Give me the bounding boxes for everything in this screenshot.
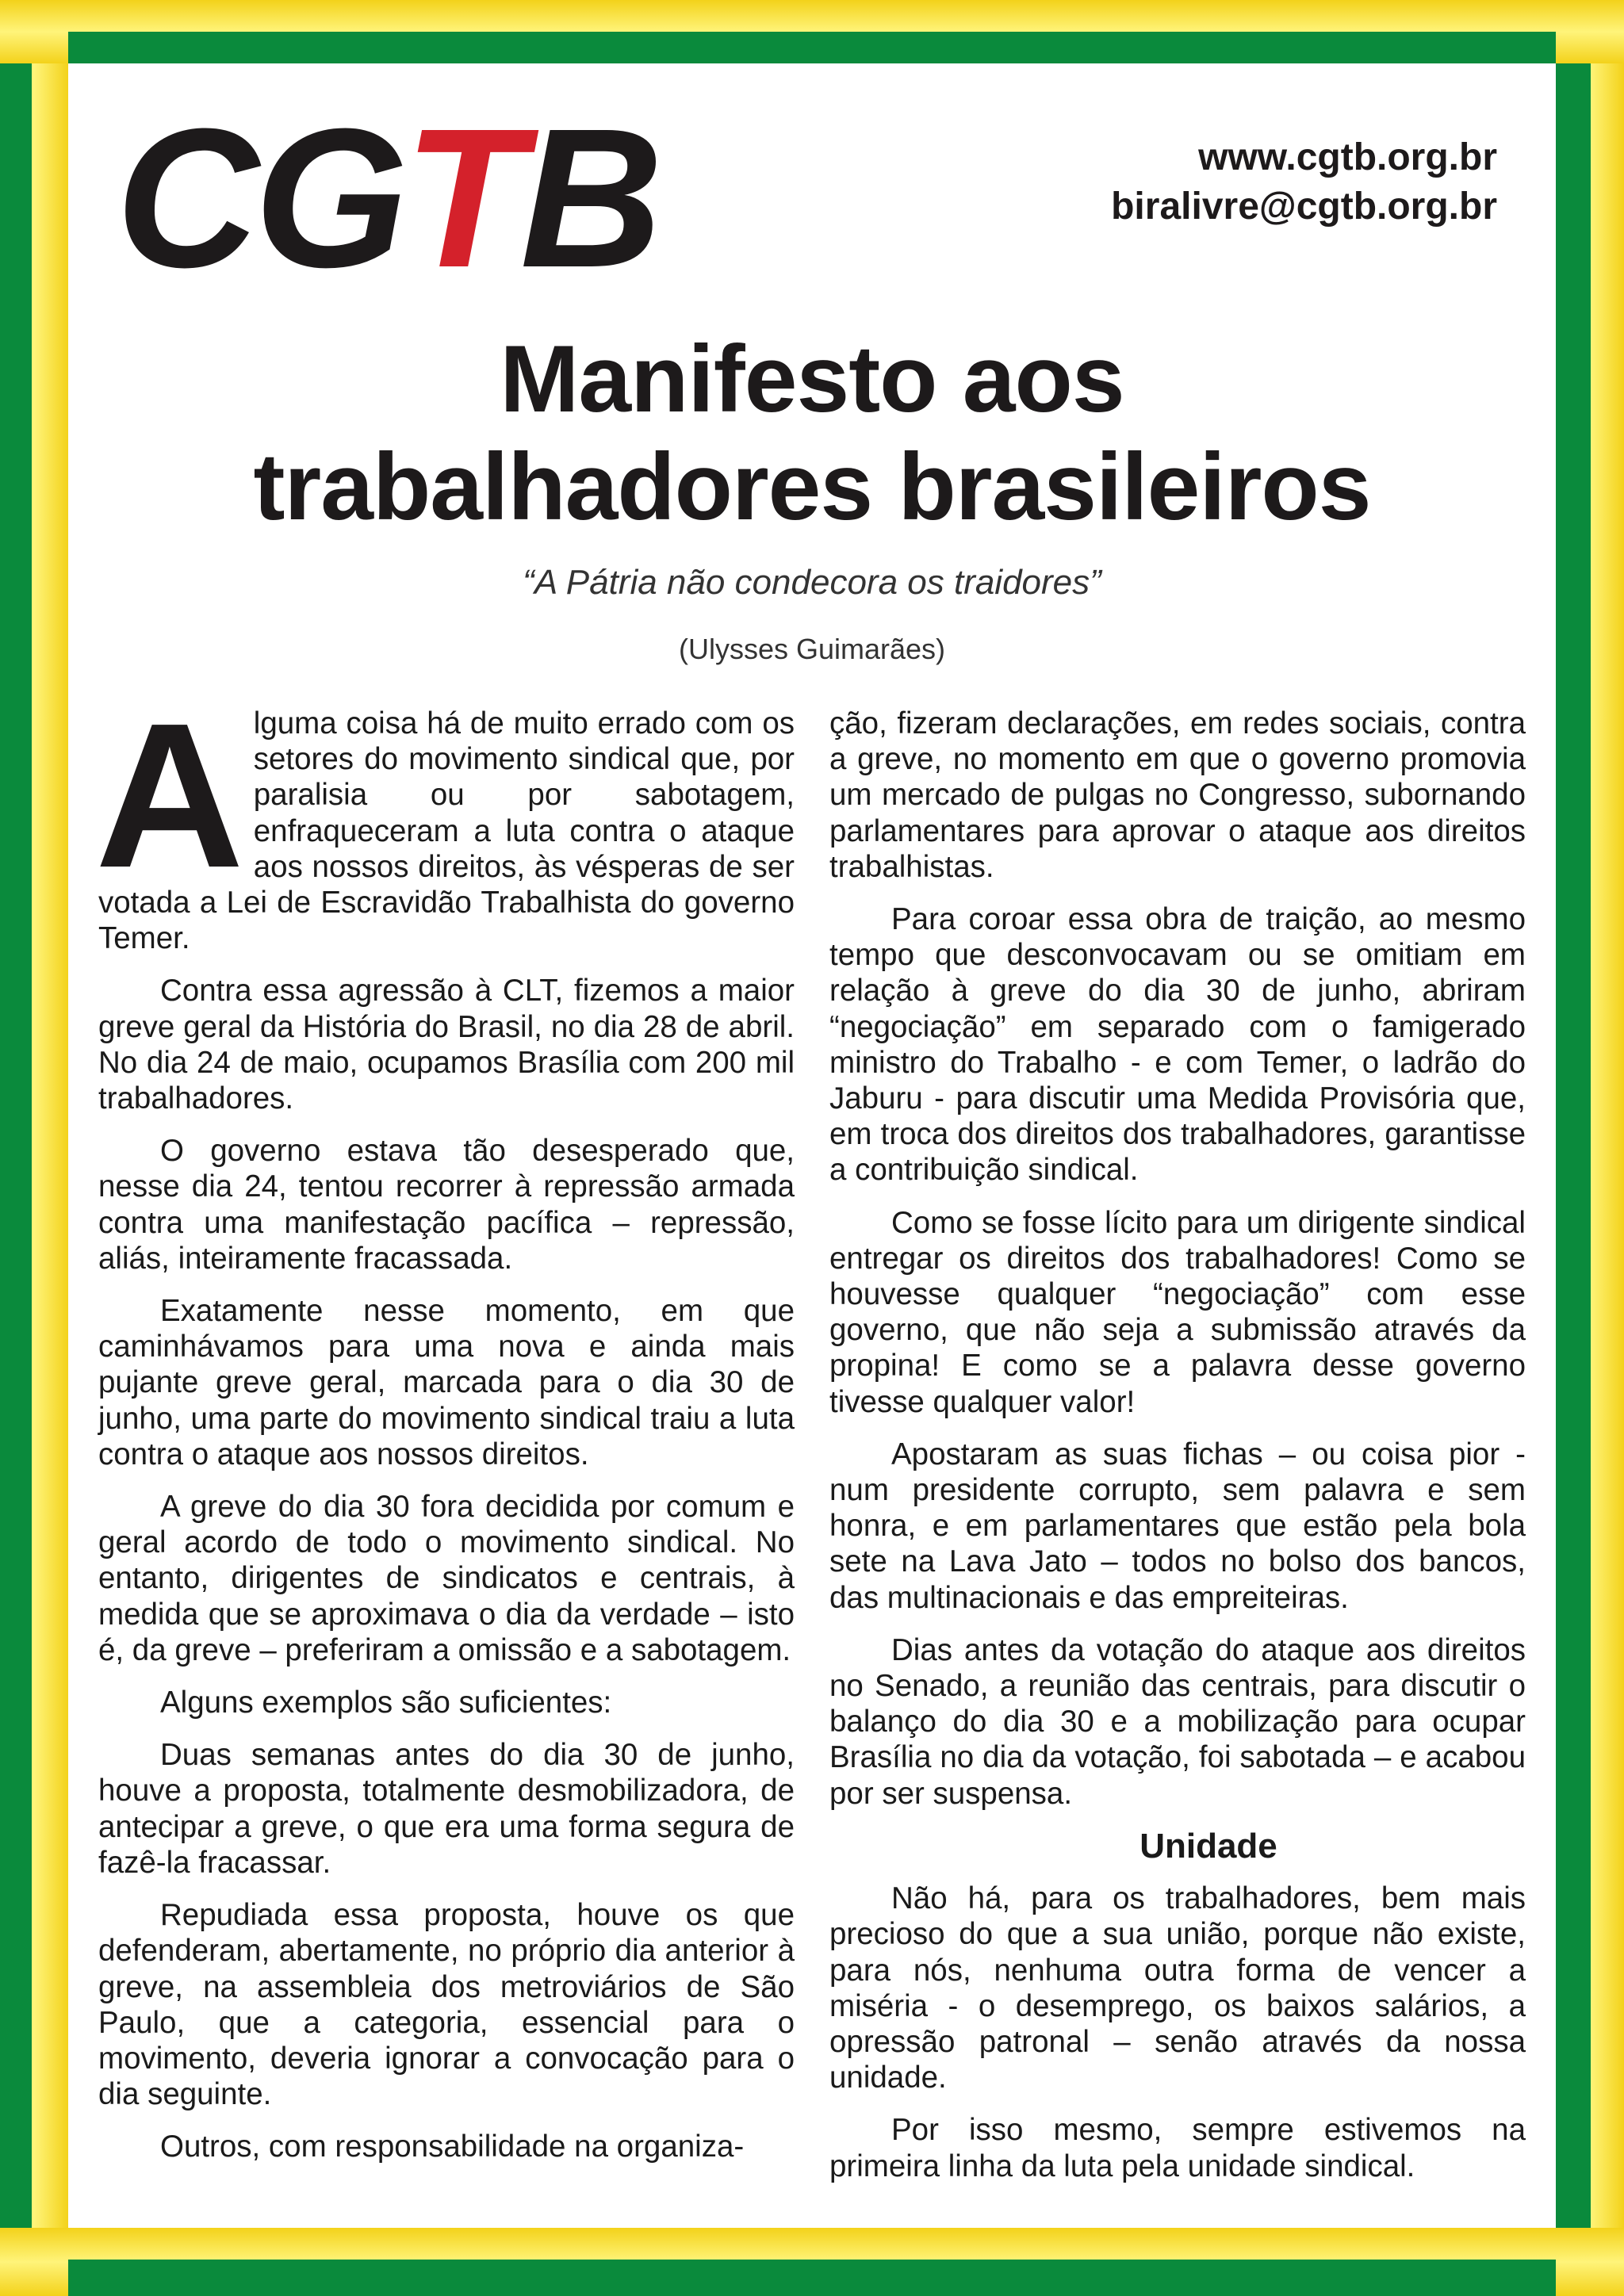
right-column [829, 706, 1526, 2201]
paragraph: A greve do dia 30 fora decidida por comum e geral acordo de todo o movimento sindical. No entanto, dirigentes de sindicatos e centrais, à medida que se aproximava o dia da verdade – isto é, da greve – preferiram a omissão e a sabotagem. [98, 1490, 795, 1667]
paragraph: O governo estava tão desesperado que, nesse dia 24, tentou recorrer à repressão armada contra uma manifestação pacífica – repressão, aliás, inteiramente fracassada. [98, 1134, 795, 1276]
paragraph-text: lguma coisa há de muito errado com os setores do movimento sindical que, por paralisia ou por sabotagem, enfraqueceram a luta contra o ataque aos nossos direitos, às vésperas de ser votada a Lei de Escravidão Trabalhista do governo Temer. [98, 706, 795, 956]
border-right-green [1556, 0, 1591, 2296]
cgtb-logo [116, 87, 750, 308]
document-page [68, 63, 1556, 2228]
logo-letter-t: T [404, 87, 520, 308]
contact-info [1111, 133, 1497, 232]
section-heading: Unidade [1139, 1826, 1277, 1866]
epigraph-author: (Ulysses Guimarães) [678, 633, 946, 665]
paragraph: Como se fosse lícito para um dirigente sindical entregar os direitos dos trabalhadores! Como se houvesse qualquer “negociação” com esse governo, que não seja a submissão através da propina! E como se a palavra desse governo tivesse qualquer valor! [829, 1205, 1526, 1419]
paragraph: Apostaram as suas fichas – ou coisa pior - num presidente corrupto, sem palavra e sem honra, e em parlamentares que estão pela bola sete na Lava Jato – todos no bolso dos bancos, das multinacionais e das empreiteiras. [829, 1437, 1526, 1615]
paragraph: Outros, com responsabilidade na organiza- [160, 2130, 745, 2164]
page-title [68, 325, 1556, 541]
paragraph: Contra essa agressão à CLT, fizemos a maior greve geral da História do Brasil, no dia 28 de abril. No dia 24 de maio, ocupamos Brasília com 200 mil trabalhadores. [98, 974, 795, 1116]
title-line-1: Manifesto aos [500, 326, 1124, 432]
border-left-green [0, 0, 32, 2296]
paragraph [95, 681, 795, 956]
paragraph: Dias antes da votação do ataque aos direitos no Senado, a reunião das centrais, para discutir o balanço do dia 30 e a mobilização para ocupar Brasília no dia da votação, foi sabotada – e acabou por ser suspensa. [829, 1632, 1526, 1811]
border-bottom-green [68, 2260, 1556, 2296]
border-top-green [68, 32, 1556, 63]
title-line-2: trabalhadores brasileiros [253, 434, 1371, 540]
website-link[interactable]: www.cgtb.org.br [1198, 136, 1497, 178]
logo-wordmark [116, 87, 658, 308]
email-link[interactable]: biralivre@cgtb.org.br [1111, 186, 1497, 228]
logo-letters-cg: CG [116, 87, 404, 308]
paragraph: Repudiada essa proposta, houve os que defenderam, abertamente, no próprio dia anterior à greve, na assembleia dos metroviários de São Paulo, que a categoria, essencial para o movimento, deveria ignorar a convocação para o dia seguinte. [98, 1898, 795, 2112]
logo-letter-b: B [519, 87, 659, 308]
paragraph: Para coroar essa obra de traição, ao mesmo tempo que desconvocavam ou se omitiam em relação à greve do dia 30 de junho, abriram “negociação” em separado com o famigerado ministro do Trabalho - e com Temer, o ladrão do Jaburu - para discutir uma Medida Provisória que, em troca dos direitos dos trabalhadores, garantisse a contribuição sindical. [829, 902, 1526, 1188]
left-column [95, 681, 795, 2182]
paragraph: Duas semanas antes do dia 30 de junho, houve a proposta, totalmente desmobilizadora, de antecipar a greve, o que era uma forma segura de fazê-la fracassar. [98, 1738, 795, 1880]
epigraph-quote: “A Pátria não condecora os traidores” [523, 563, 1101, 602]
paragraph: Não há, para os trabalhadores, bem mais precioso do que a sua união, porque não existe, para nós, nenhuma outra forma de vencer a miséria - o desemprego, os baixos salários, a opressão patronal – senão através da nossa unidade. [829, 1881, 1526, 2095]
paragraph: ção, fizeram declarações, em redes sociais, contra a greve, no momento em que o governo promovia um mercado de pulgas no Congresso, subornando parlamentares para aprovar o ataque aos direitos trabalhistas. [829, 706, 1526, 884]
paragraph: Alguns exemplos são suficientes: [160, 1686, 612, 1720]
paragraph: Exatamente nesse momento, em que caminhávamos para uma nova e ainda mais pujante greve geral, marcada para o dia 30 de junho, uma parte do movimento sindical traiu a luta contra o ataque aos nossos direitos. [98, 1294, 795, 1471]
paragraph: Por isso mesmo, sempre estivemos na primeira linha da luta pela unidade sindical. [829, 2113, 1526, 2183]
dropcap-letter: A [95, 681, 244, 911]
